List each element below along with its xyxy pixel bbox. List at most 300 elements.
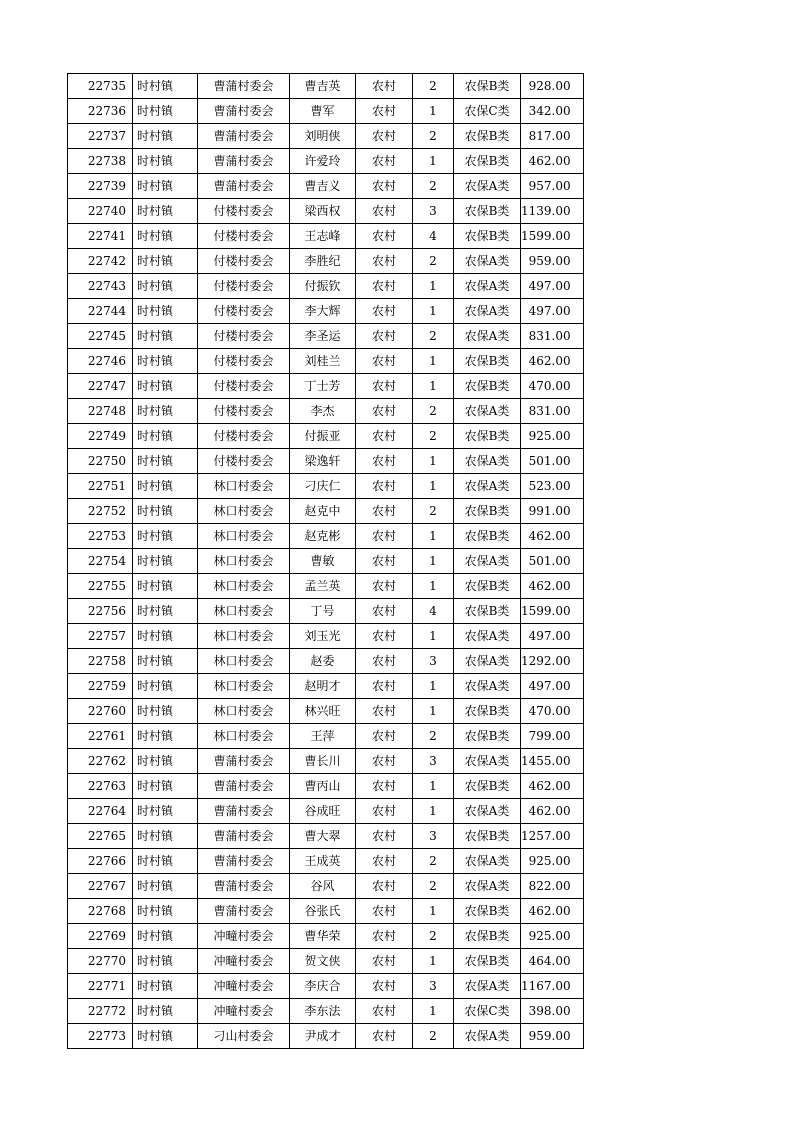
area-type-cell: 农村 xyxy=(356,74,413,99)
name-cell: 曹长川 xyxy=(290,749,356,774)
name-cell: 谷风 xyxy=(290,874,356,899)
count-cell: 2 xyxy=(413,874,454,899)
area-type-cell: 农村 xyxy=(356,549,413,574)
table-row xyxy=(68,374,584,399)
amount-cell: 342.00 xyxy=(521,99,584,124)
table-row xyxy=(68,149,584,174)
name-cell: 刁庆仁 xyxy=(290,474,356,499)
area-type-cell: 农村 xyxy=(356,599,413,624)
table-row xyxy=(68,1024,584,1049)
name-cell: 谷成旺 xyxy=(290,799,356,824)
town-cell: 时村镇 xyxy=(133,349,198,374)
amount-cell: 925.00 xyxy=(521,849,584,874)
amount-cell: 470.00 xyxy=(521,374,584,399)
record-id-cell: 22773 xyxy=(68,1024,133,1049)
amount-cell: 928.00 xyxy=(521,74,584,99)
town-cell: 时村镇 xyxy=(133,949,198,974)
count-cell: 1 xyxy=(413,574,454,599)
amount-cell: 991.00 xyxy=(521,499,584,524)
record-id-cell: 22752 xyxy=(68,499,133,524)
category-cell: 农保A类 xyxy=(454,249,521,274)
village-cell: 曹蒲村委会 xyxy=(198,824,290,849)
category-cell: 农保B类 xyxy=(454,374,521,399)
record-id-cell: 22736 xyxy=(68,99,133,124)
amount-cell: 462.00 xyxy=(521,349,584,374)
village-cell: 付楼村委会 xyxy=(198,349,290,374)
record-id-cell: 22772 xyxy=(68,999,133,1024)
record-id-cell: 22757 xyxy=(68,624,133,649)
record-id-cell: 22766 xyxy=(68,849,133,874)
table-row xyxy=(68,799,584,824)
count-cell: 2 xyxy=(413,249,454,274)
town-cell: 时村镇 xyxy=(133,924,198,949)
category-cell: 农保A类 xyxy=(454,799,521,824)
town-cell: 时村镇 xyxy=(133,449,198,474)
record-id-cell: 22738 xyxy=(68,149,133,174)
area-type-cell: 农村 xyxy=(356,99,413,124)
area-type-cell: 农村 xyxy=(356,399,413,424)
count-cell: 1 xyxy=(413,449,454,474)
amount-cell: 1292.00 xyxy=(521,649,584,674)
amount-cell: 1599.00 xyxy=(521,599,584,624)
name-cell: 许爱玲 xyxy=(290,149,356,174)
area-type-cell: 农村 xyxy=(356,924,413,949)
table-row xyxy=(68,99,584,124)
category-cell: 农保C类 xyxy=(454,99,521,124)
town-cell: 时村镇 xyxy=(133,249,198,274)
town-cell: 时村镇 xyxy=(133,124,198,149)
town-cell: 时村镇 xyxy=(133,324,198,349)
table-row xyxy=(68,499,584,524)
table-row xyxy=(68,474,584,499)
record-id-cell: 22769 xyxy=(68,924,133,949)
area-type-cell: 农村 xyxy=(356,949,413,974)
count-cell: 1 xyxy=(413,474,454,499)
record-id-cell: 22762 xyxy=(68,749,133,774)
name-cell: 曹华荣 xyxy=(290,924,356,949)
town-cell: 时村镇 xyxy=(133,499,198,524)
area-type-cell: 农村 xyxy=(356,1024,413,1049)
count-cell: 1 xyxy=(413,899,454,924)
town-cell: 时村镇 xyxy=(133,799,198,824)
category-cell: 农保B类 xyxy=(454,524,521,549)
table-row xyxy=(68,349,584,374)
table-row xyxy=(68,199,584,224)
area-type-cell: 农村 xyxy=(356,799,413,824)
area-type-cell: 农村 xyxy=(356,824,413,849)
table-row xyxy=(68,274,584,299)
area-type-cell: 农村 xyxy=(356,974,413,999)
count-cell: 1 xyxy=(413,374,454,399)
record-id-cell: 22758 xyxy=(68,649,133,674)
amount-cell: 462.00 xyxy=(521,574,584,599)
count-cell: 2 xyxy=(413,399,454,424)
category-cell: 农保A类 xyxy=(454,624,521,649)
area-type-cell: 农村 xyxy=(356,174,413,199)
amount-cell: 497.00 xyxy=(521,299,584,324)
table-row xyxy=(68,999,584,1024)
amount-cell: 831.00 xyxy=(521,324,584,349)
town-cell: 时村镇 xyxy=(133,874,198,899)
count-cell: 3 xyxy=(413,974,454,999)
village-cell: 付楼村委会 xyxy=(198,224,290,249)
records-table-body xyxy=(68,74,584,1049)
table-row xyxy=(68,249,584,274)
amount-cell: 398.00 xyxy=(521,999,584,1024)
amount-cell: 462.00 xyxy=(521,799,584,824)
record-id-cell: 22753 xyxy=(68,524,133,549)
town-cell: 时村镇 xyxy=(133,849,198,874)
record-id-cell: 22761 xyxy=(68,724,133,749)
area-type-cell: 农村 xyxy=(356,149,413,174)
count-cell: 2 xyxy=(413,324,454,349)
name-cell: 赵明才 xyxy=(290,674,356,699)
amount-cell: 959.00 xyxy=(521,1024,584,1049)
amount-cell: 1257.00 xyxy=(521,824,584,849)
area-type-cell: 农村 xyxy=(356,574,413,599)
category-cell: 农保B类 xyxy=(454,499,521,524)
village-cell: 冲疃村委会 xyxy=(198,974,290,999)
area-type-cell: 农村 xyxy=(356,424,413,449)
amount-cell: 462.00 xyxy=(521,899,584,924)
category-cell: 农保B类 xyxy=(454,924,521,949)
area-type-cell: 农村 xyxy=(356,299,413,324)
record-id-cell: 22739 xyxy=(68,174,133,199)
area-type-cell: 农村 xyxy=(356,449,413,474)
name-cell: 梁西权 xyxy=(290,199,356,224)
count-cell: 2 xyxy=(413,74,454,99)
count-cell: 1 xyxy=(413,949,454,974)
village-cell: 付楼村委会 xyxy=(198,374,290,399)
name-cell: 李庆合 xyxy=(290,974,356,999)
town-cell: 时村镇 xyxy=(133,599,198,624)
category-cell: 农保B类 xyxy=(454,74,521,99)
record-id-cell: 22767 xyxy=(68,874,133,899)
amount-cell: 501.00 xyxy=(521,449,584,474)
count-cell: 1 xyxy=(413,624,454,649)
table-row xyxy=(68,924,584,949)
amount-cell: 1139.00 xyxy=(521,199,584,224)
town-cell: 时村镇 xyxy=(133,774,198,799)
town-cell: 时村镇 xyxy=(133,624,198,649)
category-cell: 农保A类 xyxy=(454,849,521,874)
name-cell: 曹吉英 xyxy=(290,74,356,99)
area-type-cell: 农村 xyxy=(356,249,413,274)
category-cell: 农保A类 xyxy=(454,674,521,699)
area-type-cell: 农村 xyxy=(356,774,413,799)
amount-cell: 1455.00 xyxy=(521,749,584,774)
town-cell: 时村镇 xyxy=(133,899,198,924)
table-row xyxy=(68,649,584,674)
count-cell: 3 xyxy=(413,199,454,224)
village-cell: 付楼村委会 xyxy=(198,299,290,324)
count-cell: 4 xyxy=(413,224,454,249)
record-id-cell: 22737 xyxy=(68,124,133,149)
record-id-cell: 22735 xyxy=(68,74,133,99)
count-cell: 2 xyxy=(413,124,454,149)
table-row xyxy=(68,624,584,649)
town-cell: 时村镇 xyxy=(133,149,198,174)
amount-cell: 462.00 xyxy=(521,524,584,549)
name-cell: 赵委 xyxy=(290,649,356,674)
count-cell: 3 xyxy=(413,749,454,774)
village-cell: 林口村委会 xyxy=(198,574,290,599)
town-cell: 时村镇 xyxy=(133,699,198,724)
count-cell: 3 xyxy=(413,649,454,674)
area-type-cell: 农村 xyxy=(356,899,413,924)
village-cell: 付楼村委会 xyxy=(198,274,290,299)
amount-cell: 817.00 xyxy=(521,124,584,149)
area-type-cell: 农村 xyxy=(356,749,413,774)
village-cell: 曹蒲村委会 xyxy=(198,174,290,199)
category-cell: 农保B类 xyxy=(454,149,521,174)
village-cell: 曹蒲村委会 xyxy=(198,149,290,174)
town-cell: 时村镇 xyxy=(133,674,198,699)
area-type-cell: 农村 xyxy=(356,474,413,499)
count-cell: 1 xyxy=(413,149,454,174)
category-cell: 农保A类 xyxy=(454,474,521,499)
record-id-cell: 22768 xyxy=(68,899,133,924)
category-cell: 农保B类 xyxy=(454,424,521,449)
village-cell: 曹蒲村委会 xyxy=(198,749,290,774)
area-type-cell: 农村 xyxy=(356,699,413,724)
record-id-cell: 22741 xyxy=(68,224,133,249)
area-type-cell: 农村 xyxy=(356,724,413,749)
count-cell: 1 xyxy=(413,774,454,799)
town-cell: 时村镇 xyxy=(133,299,198,324)
amount-cell: 462.00 xyxy=(521,149,584,174)
record-id-cell: 22740 xyxy=(68,199,133,224)
category-cell: 农保B类 xyxy=(454,724,521,749)
category-cell: 农保B类 xyxy=(454,774,521,799)
town-cell: 时村镇 xyxy=(133,1024,198,1049)
town-cell: 时村镇 xyxy=(133,174,198,199)
amount-cell: 799.00 xyxy=(521,724,584,749)
name-cell: 付振钦 xyxy=(290,274,356,299)
name-cell: 曹军 xyxy=(290,99,356,124)
category-cell: 农保B类 xyxy=(454,574,521,599)
town-cell: 时村镇 xyxy=(133,399,198,424)
town-cell: 时村镇 xyxy=(133,574,198,599)
area-type-cell: 农村 xyxy=(356,324,413,349)
amount-cell: 1599.00 xyxy=(521,224,584,249)
village-cell: 曹蒲村委会 xyxy=(198,799,290,824)
record-id-cell: 22746 xyxy=(68,349,133,374)
category-cell: 农保A类 xyxy=(454,974,521,999)
category-cell: 农保A类 xyxy=(454,749,521,774)
category-cell: 农保A类 xyxy=(454,874,521,899)
name-cell: 赵克中 xyxy=(290,499,356,524)
village-cell: 曹蒲村委会 xyxy=(198,874,290,899)
amount-cell: 1167.00 xyxy=(521,974,584,999)
village-cell: 付楼村委会 xyxy=(198,399,290,424)
village-cell: 曹蒲村委会 xyxy=(198,899,290,924)
amount-cell: 497.00 xyxy=(521,274,584,299)
table-row xyxy=(68,749,584,774)
area-type-cell: 农村 xyxy=(356,849,413,874)
area-type-cell: 农村 xyxy=(356,199,413,224)
village-cell: 林口村委会 xyxy=(198,699,290,724)
village-cell: 曹蒲村委会 xyxy=(198,74,290,99)
village-cell: 林口村委会 xyxy=(198,599,290,624)
category-cell: 农保B类 xyxy=(454,949,521,974)
table-row xyxy=(68,774,584,799)
table-row xyxy=(68,699,584,724)
village-cell: 付楼村委会 xyxy=(198,449,290,474)
category-cell: 农保A类 xyxy=(454,299,521,324)
category-cell: 农保B类 xyxy=(454,599,521,624)
category-cell: 农保A类 xyxy=(454,274,521,299)
town-cell: 时村镇 xyxy=(133,999,198,1024)
town-cell: 时村镇 xyxy=(133,549,198,574)
record-id-cell: 22751 xyxy=(68,474,133,499)
name-cell: 丁号 xyxy=(290,599,356,624)
record-id-cell: 22770 xyxy=(68,949,133,974)
town-cell: 时村镇 xyxy=(133,199,198,224)
town-cell: 时村镇 xyxy=(133,749,198,774)
name-cell: 李杰 xyxy=(290,399,356,424)
category-cell: 农保A类 xyxy=(454,1024,521,1049)
count-cell: 2 xyxy=(413,424,454,449)
category-cell: 农保B类 xyxy=(454,224,521,249)
records-table xyxy=(67,73,584,1049)
table-row xyxy=(68,549,584,574)
village-cell: 林口村委会 xyxy=(198,549,290,574)
count-cell: 1 xyxy=(413,699,454,724)
amount-cell: 925.00 xyxy=(521,424,584,449)
area-type-cell: 农村 xyxy=(356,349,413,374)
count-cell: 3 xyxy=(413,824,454,849)
count-cell: 2 xyxy=(413,724,454,749)
name-cell: 刘桂兰 xyxy=(290,349,356,374)
village-cell: 付楼村委会 xyxy=(198,324,290,349)
town-cell: 时村镇 xyxy=(133,524,198,549)
table-row xyxy=(68,824,584,849)
table-row xyxy=(68,849,584,874)
name-cell: 曹吉义 xyxy=(290,174,356,199)
area-type-cell: 农村 xyxy=(356,674,413,699)
town-cell: 时村镇 xyxy=(133,824,198,849)
category-cell: 农保C类 xyxy=(454,999,521,1024)
area-type-cell: 农村 xyxy=(356,874,413,899)
name-cell: 尹成才 xyxy=(290,1024,356,1049)
record-id-cell: 22743 xyxy=(68,274,133,299)
table-row xyxy=(68,524,584,549)
town-cell: 时村镇 xyxy=(133,649,198,674)
town-cell: 时村镇 xyxy=(133,424,198,449)
count-cell: 2 xyxy=(413,499,454,524)
table-row xyxy=(68,74,584,99)
town-cell: 时村镇 xyxy=(133,99,198,124)
village-cell: 付楼村委会 xyxy=(198,199,290,224)
table-row xyxy=(68,599,584,624)
town-cell: 时村镇 xyxy=(133,724,198,749)
name-cell: 李胜纪 xyxy=(290,249,356,274)
record-id-cell: 22749 xyxy=(68,424,133,449)
town-cell: 时村镇 xyxy=(133,224,198,249)
area-type-cell: 农村 xyxy=(356,124,413,149)
town-cell: 时村镇 xyxy=(133,974,198,999)
amount-cell: 497.00 xyxy=(521,624,584,649)
area-type-cell: 农村 xyxy=(356,524,413,549)
count-cell: 1 xyxy=(413,549,454,574)
village-cell: 林口村委会 xyxy=(198,474,290,499)
name-cell: 刘明侠 xyxy=(290,124,356,149)
table-row xyxy=(68,574,584,599)
category-cell: 农保A类 xyxy=(454,399,521,424)
village-cell: 林口村委会 xyxy=(198,524,290,549)
table-row xyxy=(68,949,584,974)
count-cell: 1 xyxy=(413,274,454,299)
village-cell: 林口村委会 xyxy=(198,649,290,674)
count-cell: 1 xyxy=(413,999,454,1024)
amount-cell: 523.00 xyxy=(521,474,584,499)
record-id-cell: 22742 xyxy=(68,249,133,274)
village-cell: 林口村委会 xyxy=(198,499,290,524)
village-cell: 冲疃村委会 xyxy=(198,999,290,1024)
category-cell: 农保B类 xyxy=(454,699,521,724)
name-cell: 王成英 xyxy=(290,849,356,874)
category-cell: 农保B类 xyxy=(454,824,521,849)
table-row xyxy=(68,974,584,999)
area-type-cell: 农村 xyxy=(356,224,413,249)
record-id-cell: 22744 xyxy=(68,299,133,324)
name-cell: 谷张氏 xyxy=(290,899,356,924)
name-cell: 丁士芳 xyxy=(290,374,356,399)
area-type-cell: 农村 xyxy=(356,499,413,524)
amount-cell: 957.00 xyxy=(521,174,584,199)
category-cell: 农保A类 xyxy=(454,174,521,199)
category-cell: 农保B类 xyxy=(454,899,521,924)
name-cell: 曹大翠 xyxy=(290,824,356,849)
table-row xyxy=(68,174,584,199)
record-id-cell: 22759 xyxy=(68,674,133,699)
village-cell: 冲疃村委会 xyxy=(198,924,290,949)
amount-cell: 501.00 xyxy=(521,549,584,574)
village-cell: 刁山村委会 xyxy=(198,1024,290,1049)
table-row xyxy=(68,674,584,699)
record-id-cell: 22747 xyxy=(68,374,133,399)
table-row xyxy=(68,299,584,324)
record-id-cell: 22756 xyxy=(68,599,133,624)
count-cell: 4 xyxy=(413,599,454,624)
name-cell: 李圣运 xyxy=(290,324,356,349)
area-type-cell: 农村 xyxy=(356,624,413,649)
name-cell: 李大辉 xyxy=(290,299,356,324)
table-row xyxy=(68,224,584,249)
record-id-cell: 22745 xyxy=(68,324,133,349)
table-row xyxy=(68,874,584,899)
name-cell: 王志峰 xyxy=(290,224,356,249)
village-cell: 林口村委会 xyxy=(198,624,290,649)
name-cell: 王萍 xyxy=(290,724,356,749)
area-type-cell: 农村 xyxy=(356,274,413,299)
record-id-cell: 22750 xyxy=(68,449,133,474)
record-id-cell: 22760 xyxy=(68,699,133,724)
village-cell: 林口村委会 xyxy=(198,724,290,749)
amount-cell: 925.00 xyxy=(521,924,584,949)
town-cell: 时村镇 xyxy=(133,74,198,99)
record-id-cell: 22771 xyxy=(68,974,133,999)
category-cell: 农保B类 xyxy=(454,349,521,374)
village-cell: 冲疃村委会 xyxy=(198,949,290,974)
town-cell: 时村镇 xyxy=(133,374,198,399)
table-row xyxy=(68,399,584,424)
record-id-cell: 22748 xyxy=(68,399,133,424)
count-cell: 1 xyxy=(413,299,454,324)
count-cell: 1 xyxy=(413,799,454,824)
record-id-cell: 22754 xyxy=(68,549,133,574)
